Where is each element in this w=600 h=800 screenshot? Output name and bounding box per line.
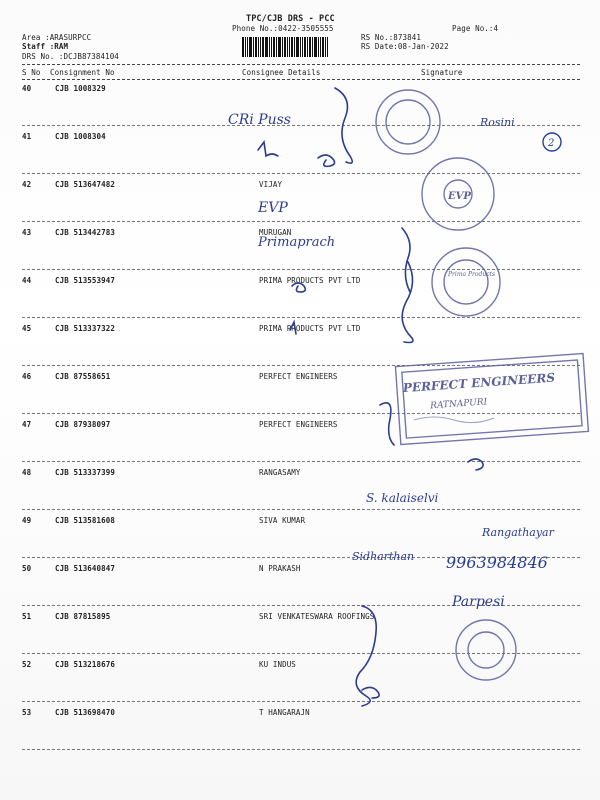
row-sno: 47 <box>22 420 32 429</box>
row-consignment: CJB 513698470 <box>55 708 115 717</box>
row-consignee: N PRAKASH <box>259 564 301 573</box>
row-sno: 43 <box>22 228 32 237</box>
col-signature: Signature <box>421 68 463 77</box>
signature-scribble-lo <box>318 155 335 166</box>
hand-rangathayar: Rangathayar <box>482 526 554 539</box>
row-divider <box>22 269 580 270</box>
signature-lo-4 <box>362 687 379 698</box>
row-sno: 44 <box>22 276 32 285</box>
rs-number: RS No.:873841 <box>361 33 421 42</box>
row-divider <box>22 125 580 126</box>
stamp-prima <box>432 248 500 316</box>
row-consignment: CJB 513553947 <box>55 276 115 285</box>
row-sno: 46 <box>22 372 32 381</box>
row-consignee: PERFECT ENGINEERS <box>259 420 338 429</box>
row-sno: 45 <box>22 324 32 333</box>
row-consignment: CJB 1008329 <box>55 84 106 93</box>
row-sno: 52 <box>22 660 32 669</box>
row-divider <box>22 221 580 222</box>
row-sno: 41 <box>22 132 32 141</box>
stamp-prima-text: Prima Products <box>448 271 496 278</box>
col-consignment: Consignment No <box>50 68 115 77</box>
hand-circle-mark <box>543 133 561 151</box>
row-consignment: CJB 513647482 <box>55 180 115 189</box>
hand-parpesi: Parpesi <box>452 594 505 610</box>
drs-number: DRS No. :DCJB87384104 <box>22 52 119 61</box>
row-divider <box>22 461 580 462</box>
row-consignment: CJB 87938097 <box>55 420 111 429</box>
row-consignee: SIVA KUMAR <box>259 516 306 525</box>
hand-circle-digit: 2 <box>548 138 555 149</box>
row-sno: 53 <box>22 708 32 717</box>
row-divider <box>22 365 580 366</box>
row-divider <box>22 509 580 510</box>
hand-sidharthan: Sidharthan <box>352 550 415 563</box>
stamp-ratnapuri-text: RATNAPURI <box>429 397 488 412</box>
row-consignment: CJB 513337399 <box>55 468 115 477</box>
row-consignment: CJB 513337322 <box>55 324 115 333</box>
row-consignment: CJB 513442783 <box>55 228 115 237</box>
phone-number: Phone No.:0422-3505555 <box>232 24 334 33</box>
row-sno: 42 <box>22 180 32 189</box>
hand-rosini: Rosini <box>480 116 515 129</box>
row-consignee: PRIMA PRODUCTS PVT LTD <box>259 276 361 285</box>
header-divider-top <box>22 64 580 65</box>
row-sno: 49 <box>22 516 32 525</box>
row-divider <box>22 317 580 318</box>
row-divider <box>22 701 580 702</box>
stamp-evp <box>422 158 494 230</box>
row-consignment: CJB 87815895 <box>55 612 111 621</box>
row-divider <box>22 749 580 750</box>
barcode <box>242 37 350 57</box>
row-consignee: MURUGAN <box>259 228 292 237</box>
row-divider <box>22 413 580 414</box>
hand-s-kalaiselvi: S. kalaiselvi <box>366 491 439 505</box>
hand-cri-puss: CRi Puss <box>228 112 291 128</box>
row-consignee: T HANGARAJN <box>259 708 310 717</box>
rs-date: RS Date:08-Jan-2022 <box>361 42 449 51</box>
row-consignment: CJB 87558651 <box>55 372 111 381</box>
col-sno: S No <box>22 68 41 77</box>
row-consignment: CJB 513640847 <box>55 564 115 573</box>
row-sno: 40 <box>22 84 32 93</box>
stamp-perfect-engineers <box>395 354 588 445</box>
signature-squiggle-5 <box>356 606 376 706</box>
stamp-round-4 <box>456 620 516 680</box>
stamp-perfect-text: PERFECT ENGINEERS <box>402 370 556 396</box>
row-consignment: CJB 1008304 <box>55 132 106 141</box>
row-sno: 51 <box>22 612 32 621</box>
page-number: Page No.:4 <box>452 24 499 33</box>
header-divider-bottom <box>22 79 580 80</box>
hand-phone-number: 9963984846 <box>446 553 548 572</box>
doc-title: TPC/CJB DRS - PCC <box>246 14 335 24</box>
col-consignee: Consignee Details <box>242 68 321 77</box>
row-divider <box>22 173 580 174</box>
row-consignment: CJB 513218676 <box>55 660 115 669</box>
row-consignee: PRIMA PRODUCTS PVT LTD <box>259 324 361 333</box>
area-label: Area :ARASURPCC <box>22 33 92 42</box>
hand-primaprach: Primaprach <box>258 235 336 250</box>
row-sno: 50 <box>22 564 32 573</box>
signature-squiggle-4 <box>380 403 394 445</box>
signature-squiggle-2 <box>402 228 410 292</box>
row-consignee: SRI VENKATESWARA ROOFINGS <box>259 612 375 621</box>
row-divider <box>22 557 580 558</box>
row-divider <box>22 653 580 654</box>
stamp-evp-text: EVP <box>448 191 471 202</box>
row-consignee: KU INDUS <box>259 660 296 669</box>
row-consignee: VIJAY <box>259 180 283 189</box>
signature-squiggle-3 <box>402 262 413 343</box>
row-sno: 48 <box>22 468 32 477</box>
row-consignment: CJB 513581608 <box>55 516 115 525</box>
row-divider <box>22 605 580 606</box>
row-consignee: RANGASAMY <box>259 468 301 477</box>
stamp-round-1 <box>376 90 440 154</box>
stamp-wave <box>414 417 494 423</box>
hand-evp: EVP <box>258 200 288 216</box>
row-consignee: PERFECT ENGINEERS <box>259 372 338 381</box>
signature-scribble-l <box>258 142 278 156</box>
staff-label: Staff :RAM <box>22 42 69 51</box>
